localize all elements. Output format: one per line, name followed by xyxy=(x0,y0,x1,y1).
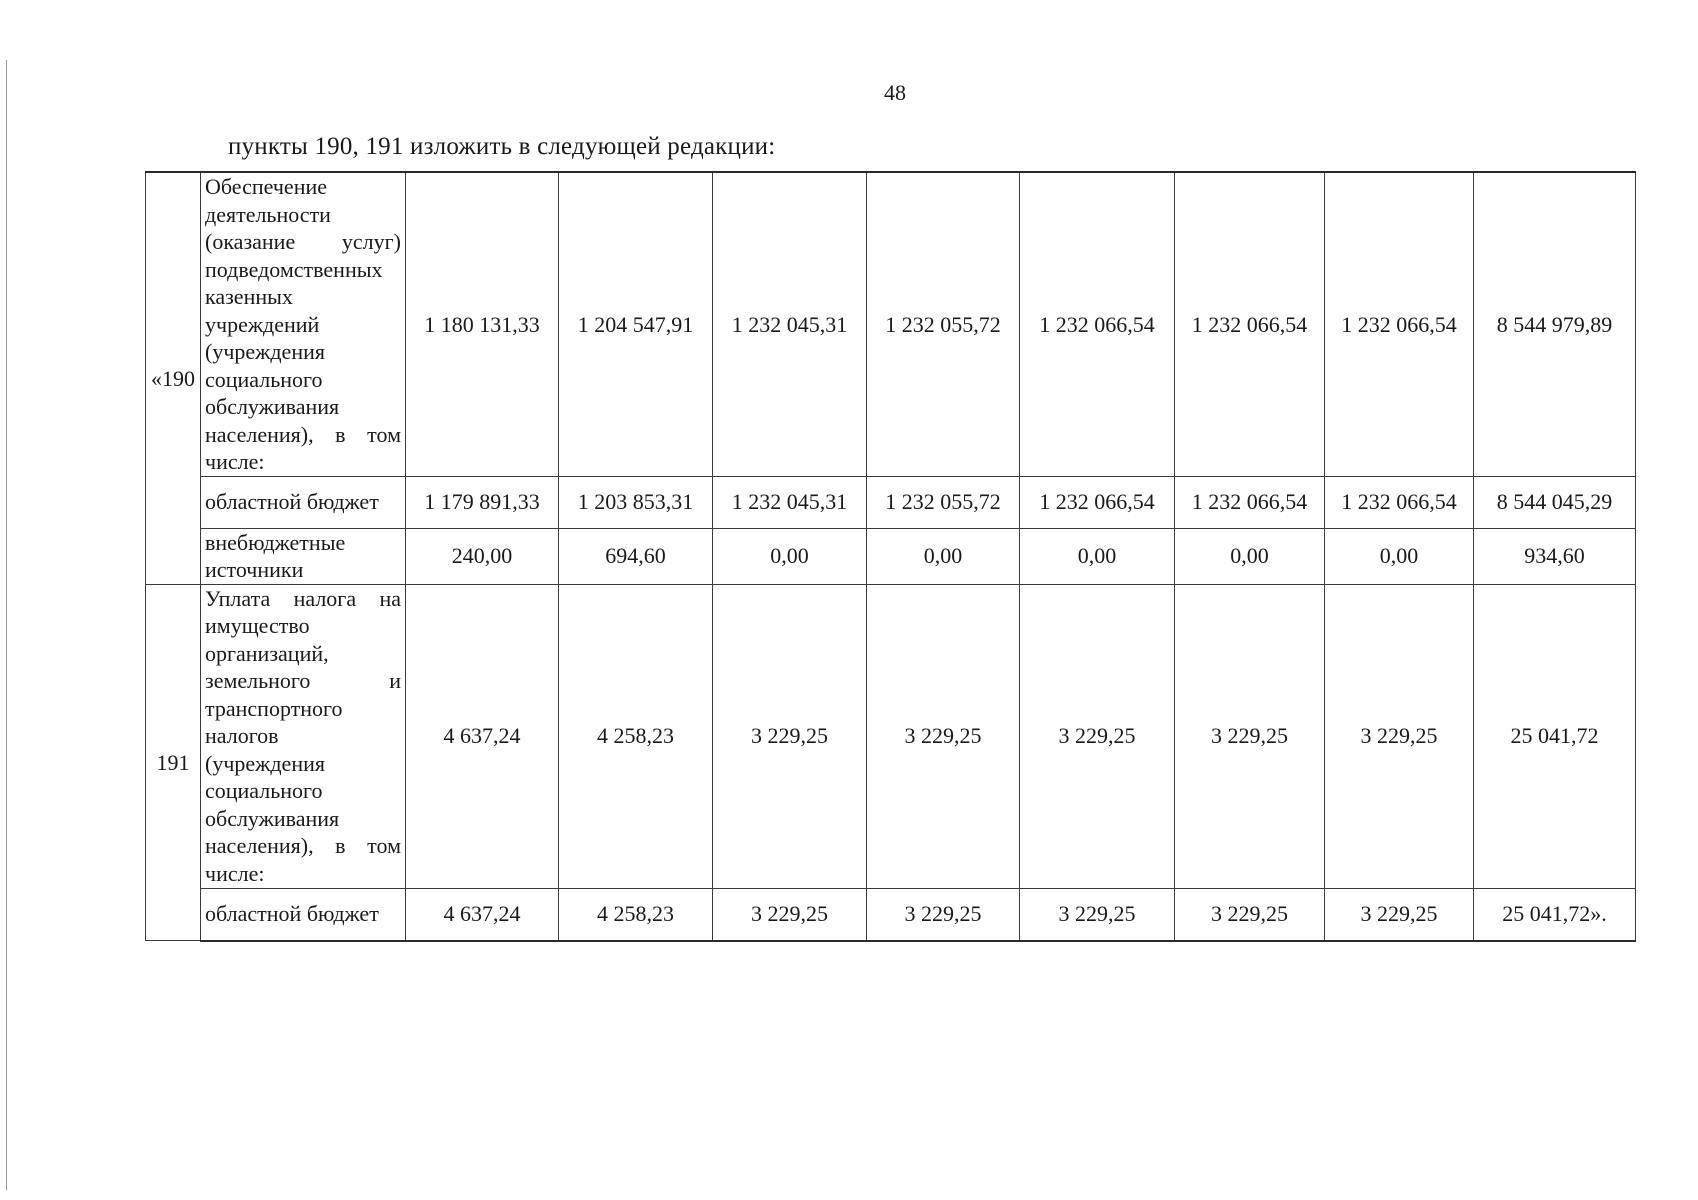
table-row xyxy=(146,172,1636,476)
table-cell: 3 229,25 xyxy=(713,888,867,941)
table-cell: 0,00 xyxy=(713,528,867,584)
row-number: 191 xyxy=(146,584,201,941)
table-cell: 4 637,24 xyxy=(406,888,559,941)
table-cell: 4 258,23 xyxy=(559,888,713,941)
budget-table xyxy=(145,171,1636,942)
table-cell: 240,00 xyxy=(406,528,559,584)
table-cell: 1 232 055,72 xyxy=(867,476,1020,528)
page-number: 48 xyxy=(884,80,906,105)
table-cell: 0,00 xyxy=(1020,528,1175,584)
row-label: областной бюджет xyxy=(201,888,406,941)
intro-text: пункты 190, 191 изложить в следующей редакции: xyxy=(228,133,776,160)
page-left-edge xyxy=(6,60,7,1190)
table-cell: 3 229,25 xyxy=(1175,584,1325,888)
table-row xyxy=(146,584,1636,888)
table-cell: 3 229,25 xyxy=(713,584,867,888)
table-cell: 3 229,25 xyxy=(1325,584,1474,888)
row-number: «190 xyxy=(146,172,201,584)
table-cell: 4 637,24 xyxy=(406,584,559,888)
table-cell: 3 229,25 xyxy=(867,888,1020,941)
table-cell: 1 179 891,33 xyxy=(406,476,559,528)
table-cell: 1 204 547,91 xyxy=(559,172,713,476)
table-cell: 25 041,72 xyxy=(1474,584,1636,888)
table-cell: 1 203 853,31 xyxy=(559,476,713,528)
table-cell: 3 229,25 xyxy=(867,584,1020,888)
table-cell: 1 232 066,54 xyxy=(1325,476,1474,528)
table-cell: 1 232 066,54 xyxy=(1020,172,1175,476)
table-cell: 1 232 045,31 xyxy=(713,172,867,476)
table-cell: 3 229,25 xyxy=(1175,888,1325,941)
table-cell: 8 544 979,89 xyxy=(1474,172,1636,476)
table-cell: 3 229,25 xyxy=(1325,888,1474,941)
table-cell: 1 232 066,54 xyxy=(1175,476,1325,528)
table-cell: 3 229,25 xyxy=(1020,888,1175,941)
row-label: внебюджетные источники xyxy=(201,528,406,584)
table-row xyxy=(146,528,1636,584)
table-cell: 0,00 xyxy=(1325,528,1474,584)
table-row xyxy=(146,888,1636,941)
table-cell: 934,60 xyxy=(1474,528,1636,584)
table-cell: 25 041,72». xyxy=(1474,888,1636,941)
table-cell: 4 258,23 xyxy=(559,584,713,888)
table-cell: 1 232 066,54 xyxy=(1175,172,1325,476)
table-cell: 3 229,25 xyxy=(1020,584,1175,888)
row-label: Обеспечение деятельности (оказание услуг) подведомственных казенных учреждений (учреждения социального обслуживания населения), в том числе: xyxy=(201,172,406,476)
table-cell: 1 232 045,31 xyxy=(713,476,867,528)
table-cell: 694,60 xyxy=(559,528,713,584)
table-cell: 1 232 066,54 xyxy=(1325,172,1474,476)
table-cell: 8 544 045,29 xyxy=(1474,476,1636,528)
table-cell: 1 232 066,54 xyxy=(1020,476,1175,528)
table-cell: 1 180 131,33 xyxy=(406,172,559,476)
table-cell: 1 232 055,72 xyxy=(867,172,1020,476)
table-row xyxy=(146,476,1636,528)
row-label: областной бюджет xyxy=(201,476,406,528)
table-cell: 0,00 xyxy=(1175,528,1325,584)
row-label: Уплата налога на имущество организаций, земельного и транспортного налогов (учреждения социального обслуживания населения), в том числе: xyxy=(201,584,406,888)
table-cell: 0,00 xyxy=(867,528,1020,584)
